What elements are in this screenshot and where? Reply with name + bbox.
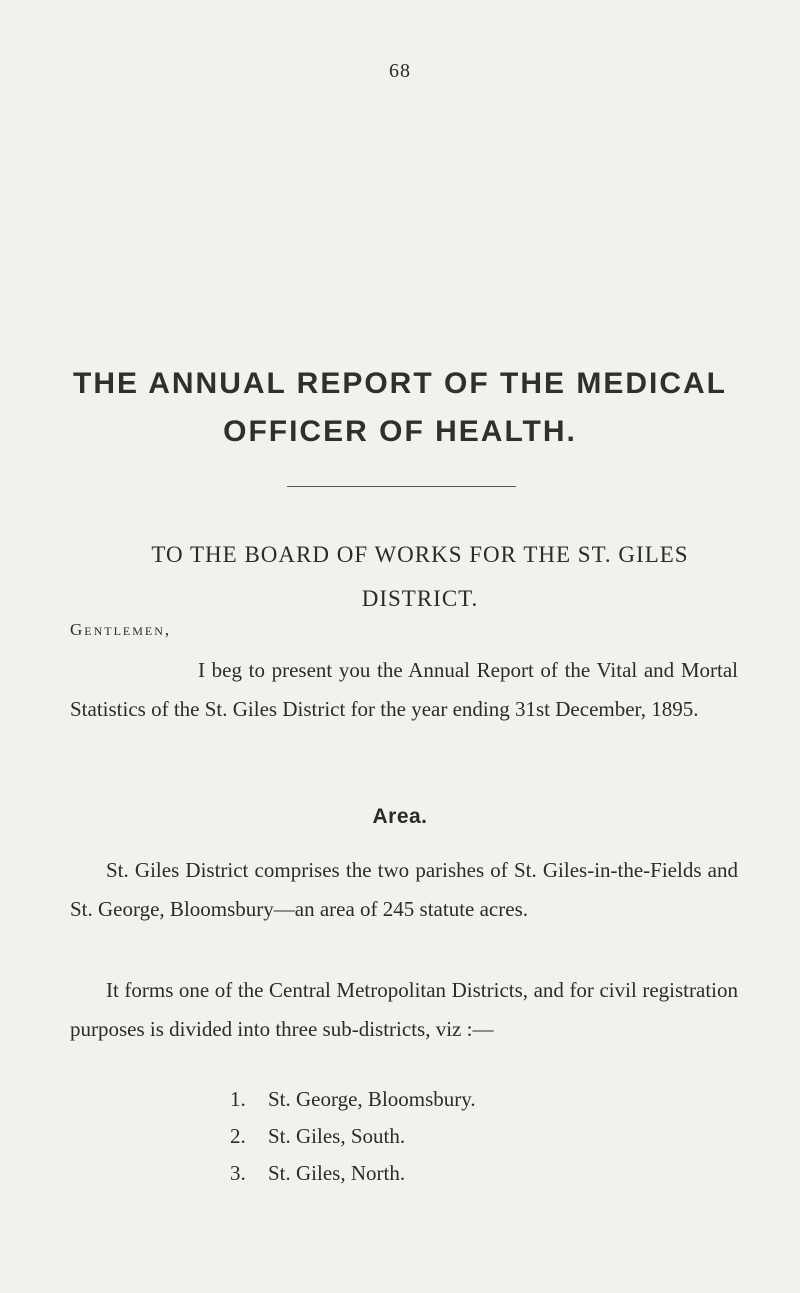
page-number: 68 <box>389 60 411 82</box>
list-item-text: St. George, Bloomsbury. <box>268 1087 476 1111</box>
salutation: Gentlemen, <box>70 620 172 639</box>
list-item <box>230 1155 476 1192</box>
list-item <box>230 1081 476 1118</box>
list-item-number: 3. <box>230 1161 246 1185</box>
board-heading <box>80 533 760 621</box>
list-item-number: 2. <box>230 1124 246 1148</box>
board-heading-line-1: TO THE BOARD OF WORKS FOR THE ST. GILES <box>151 542 689 567</box>
area-paragraph-1: St. Giles District comprises the two parishes of St. Giles-in-the-Fields and St. George, Bloomsbury—an area of 245 statute acres. <box>70 858 738 921</box>
intro-paragraph: I beg to present you the Annual Report of the Vital and Mortal Statistics of the St. Giles District for the year ending 31st December, 1895. <box>70 658 738 721</box>
report-title <box>60 360 740 456</box>
area-heading: Area. <box>372 805 428 828</box>
area-paragraph-2: It forms one of the Central Metropolitan Districts, and for civil registration purposes is divided into three sub-districts, viz :— <box>70 978 738 1041</box>
list-item-text: St. Giles, South. <box>268 1124 406 1148</box>
subdistrict-list <box>230 1081 476 1192</box>
list-item <box>230 1118 476 1155</box>
report-title-line-2: OFFICER OF HEALTH. <box>223 415 577 448</box>
title-divider <box>287 486 516 487</box>
report-title-line-1: THE ANNUAL REPORT OF THE MEDICAL <box>73 367 727 400</box>
board-heading-line-2: DISTRICT. <box>361 586 479 611</box>
list-item-number: 1. <box>230 1087 246 1111</box>
list-item-text: St. Giles, North. <box>268 1161 406 1185</box>
